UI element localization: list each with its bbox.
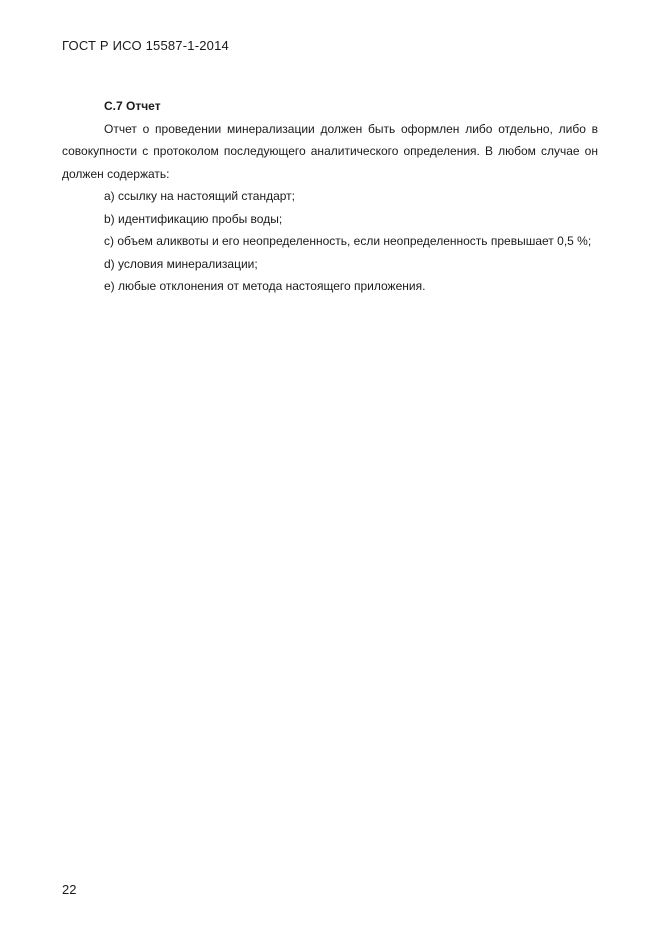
page-number: 22 (62, 882, 77, 897)
list-item-d: d) условия минерализации; (104, 256, 258, 271)
list-item-e: e) любые отклонения от метода настоящего приложения. (104, 279, 426, 293)
list-item-b: b) идентификацию пробы воды; (104, 211, 283, 226)
section-intro-paragraph: Отчет о проведении минерализации должен быть оформлен либо отдельно, либо в совокупности с протоколом последующего аналитического определения. В любом случае он должен содержать: (62, 121, 598, 181)
document-body (62, 95, 598, 298)
document-code-header: ГОСТ Р ИСО 15587-1-2014 (62, 38, 229, 53)
list-item-c: c) объем аликвоты и его неопределенность, если неопределенность превышает 0,5 %; (104, 234, 592, 248)
list-item-a: a) ссылку на настоящий стандарт; (104, 189, 296, 203)
section-title: С.7 Отчет (104, 99, 161, 113)
